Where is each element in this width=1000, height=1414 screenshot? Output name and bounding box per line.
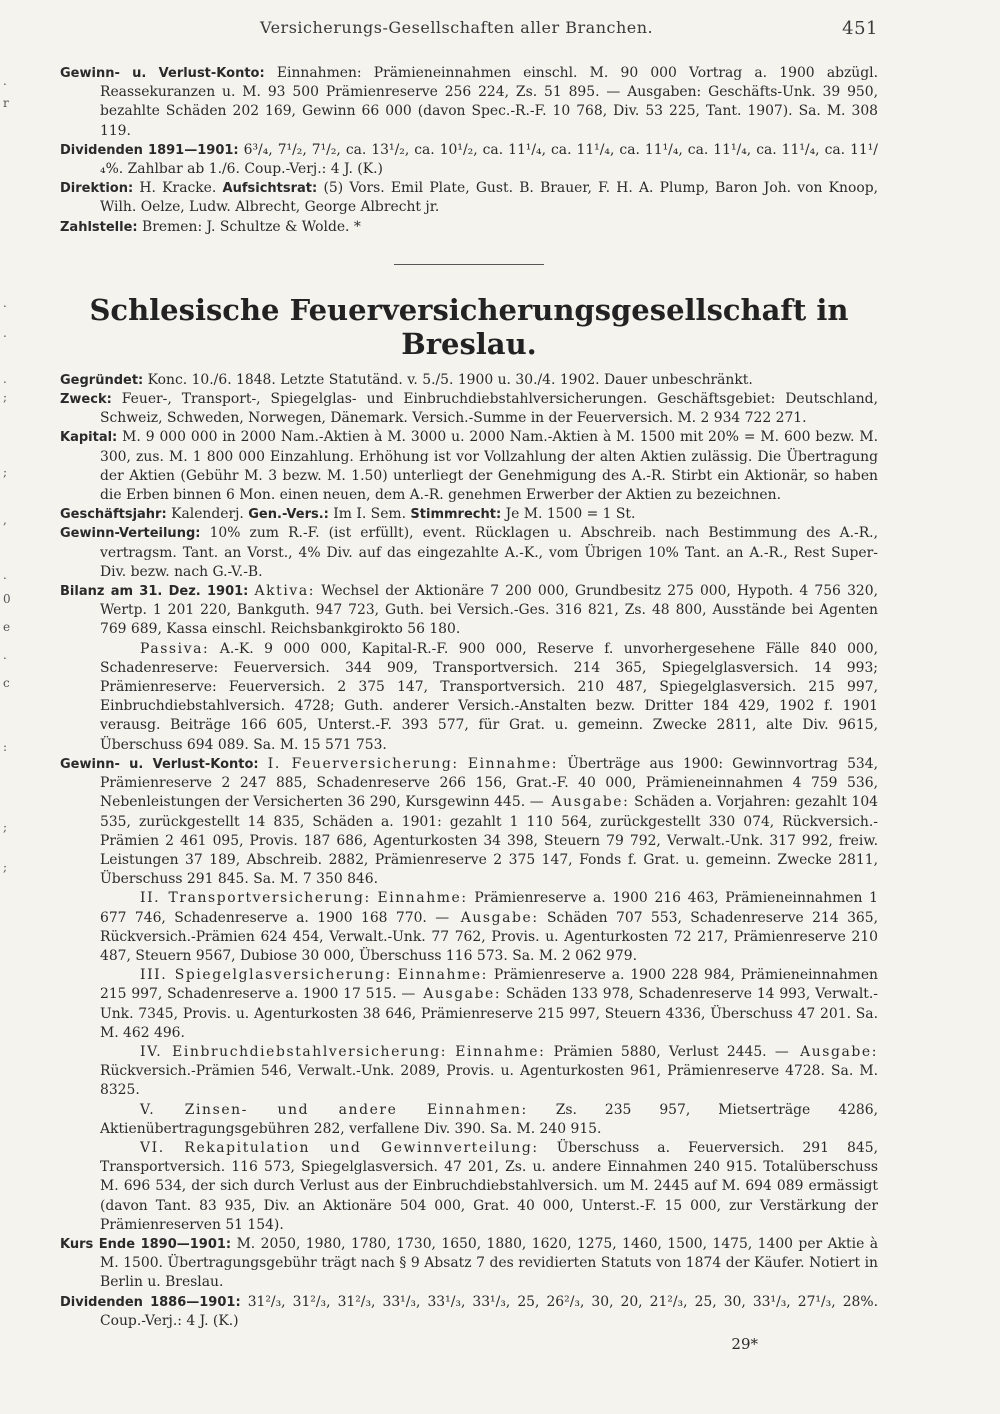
prev-zahlstelle-entry — [60, 218, 878, 237]
margin-mark: . — [3, 568, 7, 582]
section-head: V. Zinsen- und andere Einnahmen: — [140, 1101, 528, 1118]
page-content — [60, 64, 878, 1354]
entry-text: H. Kracke. — [139, 180, 217, 197]
prev-dividenden-entry — [60, 141, 878, 179]
passiva-label: Passiva: — [140, 640, 210, 657]
ausgabe-label: — Ausgabe: — [435, 909, 539, 926]
entry-text: Wechsel der Aktionäre 7 200 000, Grundbesitz 275 000, Hypoth. 4 756 320, Wertp. 1 201 220, Bankguth. 947 723, Guth. bei Versich.-Ges. 316 821, Zs. 48 800, Ausstände bei Agenten 769 689, Kassa einschl. Reichsbankgirokto 56 180. — [100, 583, 878, 638]
entry-text: Einnahmen: Prämieneinnahmen einschl. M. 90 000 Vortrag a. 1900 abzügl. Reassekuranzen u. M. 93 500 Prämienreserve 256 224, Zs. 51 895. — Ausgaben: Geschäfts-Unk. 39 950, bezahlte Schäden 202 169, Gewinn 66 000 (davon Spec.-R.-F. 10 768, Div. 53 225, Tant. 1907). Sa. M. 308 119. — [100, 65, 879, 139]
margin-mark: . — [3, 372, 7, 386]
passiva-entry — [60, 640, 878, 755]
einnahme-label: Einnahme: — [467, 755, 559, 772]
dividenden-entry — [60, 1293, 878, 1331]
header-title: Versicherungs-Gesellschaften aller Branchen. — [260, 18, 654, 37]
entry-text: Überschuss a. Feuerversich. 291 845, Transportversich. 116 573, Spiegelglasversich. 47 201, Zs. u. andere Einnahmen 240 915. Totalüberschuss M. 696 534, der sich durch Verlust aus der Einbruchdiebstahlversich. um M. 2445 auf M. 694 089 ermässigt (davon Tant. 83 935, Div. an Aktionäre 504 000, Grat. 40 000, Unterst.-F. 15 000, zur Verstärkung der Prämienreserven 51 154). — [100, 1139, 878, 1233]
margin-mark: e — [3, 620, 11, 634]
rekapitulation-entry — [60, 1139, 878, 1235]
entry-text: 10% zum R.-F. (ist erfüllt), event. Rücklagen u. Abschreib. nach Bestimmung des A.-R., vertragsm. Tant. an Vorst., 4% Div. auf das eingezahlte A.-K., vom Übrigen 10% Tant. an A.-R., Rest Super-Div. bezw. nach G.-V.-B. — [100, 525, 878, 580]
entry-label: Zweck: — [60, 392, 112, 408]
entry-text: Schäden 707 553, Schadenreserve 214 365, Rückversich.-Prämien 624 454, Verwalt.-Unk. 77 762, Provis. u. Agenturkosten 72 217, Prämienreserve 210 487, Steuern 9567, Dubiose 30 000, Überschuss 116 573. Sa. M. 2 062 979. — [100, 909, 878, 964]
section-head: II. Transportversicherung: — [140, 890, 371, 907]
spiegelglas-entry — [60, 966, 878, 1043]
aktiva-label: Aktiva: — [254, 583, 316, 600]
entry-text: Schäden a. Vorjahren: gezahlt 104 535, zurückgestellt 14 835, Schäden a. 1901: gezahlt 1 110 564, zurückgestellt 330 074, Rückversich.-Prämien 2 461 095, Provis. 187 686, Agenturkosten 34 398, Steuern 79 792, Verwalt.-Unk. 317 992, freiw. Leistungen 37 189, Abschreib. 2882, Prämienreserve 2 375 147, Fonds f. Grat. u. gemeinn. Zwecke 2811, Überschuss 291 845. Sa. M. 7 350 846. — [100, 794, 878, 888]
entry-text: A.-K. 9 000 000, Kapital-R.-F. 900 000, Reserve f. unvorhergesehene Fälle 840 000, Schadenreserve: Feuerversich. 344 909, Transportversich. 214 365, Spiegelglasversich. 14 993; Prämienreserve: Feuerversich. 2 375 147, Transportversich. 210 487, Spiegelglasversich. 215 997, Einbruchdiebstahlversich. 4728; Guth. anderer Versich.-Anstalten bezw. Dritter 184 429, 1902 f. 1901 verausg. Beiträge 166 605, Unterst.-F. 393 577, für Grat. u. gemeinn. Zwecke 2811, alte Div. 9615, Überschuss 694 089. Sa. M. 15 571 753. — [100, 640, 878, 753]
entry-label: Dividenden 1891—1901: — [60, 142, 239, 158]
entry-text: Je M. 1500 = 1 St. — [505, 506, 636, 523]
entry-text: 6³/₄, 7¹/₂, 7¹/₂, ca. 13¹/₂, ca. 10¹/₂, ca. 11¹/₄, ca. 11¹/₄, ca. 11¹/₄, ca. 11¹/₄, ca. 11¹/₄, ca. 11¹/₄%. Zahlbar ab 1./6. Coup.-Verj.: 4 J. (K.) — [100, 141, 878, 178]
margin-mark: r — [3, 96, 9, 110]
running-header — [60, 14, 878, 42]
zweck-entry — [60, 390, 878, 428]
entry-label: Gewinn- u. Verlust-Konto: — [60, 756, 259, 772]
kurs-entry — [60, 1235, 878, 1293]
einbruch-entry — [60, 1043, 878, 1101]
entry-text: Prämienreserve a. 1900 216 463, Prämieneinnahmen 1 677 746, Schadenreserve a. 1900 168 770. — [100, 890, 878, 926]
ausgabe-label: — Ausgabe: — [529, 794, 630, 811]
zinsen-entry — [60, 1101, 878, 1139]
entry-label: Direktion: — [60, 181, 134, 197]
section-head: III. Spiegelglasversicherung: — [140, 967, 392, 984]
margin-mark: : — [3, 740, 8, 754]
entry-text: Schäden 133 978, Schadenreserve 14 993, Verwalt.-Unk. 7345, Provis. u. Agenturkosten 38 646, Prämienreserve 215 997, Steuern 4336, Überschuss 47 201. Sa. M. 462 496. — [100, 986, 878, 1041]
entry-text: Prämien 5880, Verlust 2445. — [553, 1043, 767, 1060]
entry-text: M. 9 000 000 in 2000 Nam.-Aktien à M. 3000 u. 2000 Nam.-Aktien à M. 1500 mit 20% = M. 600 bezw. M. 300, zus. M. 1 800 000 Einzahlung. Erhöhung ist vor Vollzahlung der alten Aktien zulässig. Die Übertragung der Aktien (Gebühr M. 3 bezw. M. 1.50) unterliegt der Genehmigung des A.-R. Stirbt ein Aktionär, so haben die Erben binnen 6 Mon. einen neuen, dem A.-R. genehmen Erwerber der Aktien zu bezeichnen. — [100, 429, 878, 504]
entry-label: Zahlstelle: — [60, 219, 138, 235]
margin-mark: ; — [3, 390, 8, 404]
entry-text: Rückversich.-Prämien 546, Verwalt.-Unk. 2089, Provis. u. Agenturkosten 961, Prämienreserve 4728. Sa. M. 8325. — [100, 1063, 878, 1099]
einnahme-label: Einnahme: — [397, 967, 488, 984]
margin-mark: c — [3, 676, 10, 690]
section-head: IV. Einbruchdiebstahlversicherung: — [140, 1043, 448, 1060]
entry-text: Konc. 10./6. 1848. Letzte Statutänd. v. 5./5. 1900 u. 30./4. 1902. Dauer unbeschränkt. — [147, 371, 753, 388]
entry-label: Gen.-Vers.: — [248, 507, 329, 523]
gewinnverteilung-entry — [60, 524, 878, 582]
geschaeftsjahr-entry — [60, 505, 878, 524]
signature-mark: 29* — [731, 1334, 758, 1353]
entry-label: Kapital: — [60, 430, 118, 446]
einnahme-label: Einnahme: — [377, 890, 468, 907]
prev-direktion-entry — [60, 179, 878, 217]
einnahme-label: Einnahme: — [455, 1043, 546, 1060]
entry-text: Bremen: J. Schultze & Wolde. * — [142, 218, 361, 235]
entry-label: Gegründet: — [60, 372, 144, 388]
entry-label: Kurs Ende 1890—1901: — [60, 1236, 232, 1252]
margin-mark: . — [3, 326, 7, 340]
section-head: VI. Rekapitulation und Gewinnverteilung: — [140, 1139, 539, 1156]
page-number: 451 — [842, 18, 878, 39]
entry-text: Zs. 235 957, Mietserträge 4286, Aktienübertragungsgebühren 282, verfallene Div. 390. Sa. M. 240 915. — [100, 1101, 878, 1137]
entry-text: M. 2050, 1980, 1780, 1730, 1650, 1880, 1620, 1275, 1460, 1500, 1475, 1400 per Aktie à M. 1500. Übertragungsgebühr trägt nach § 9 Absatz 7 des revidierten Statuts von 1874 der Käufer. Notiert in Berlin u. Breslau. — [100, 1235, 879, 1291]
entry-text: Prämienreserve a. 1900 228 984, Prämieneinnahmen 215 997, Schadenreserve a. 1900 17 515. — [100, 967, 878, 1003]
transport-entry — [60, 889, 878, 966]
entry-text: Überträge aus 1900: Gewinnvortrag 534, Prämienreserve 2 247 885, Schadenreserve 266 156, Grat.-F. 40 000, Prämieneinnahmen 4 759 536, Nebenleistungen der Versicherten 36 290, Kursgewinn 445. — [100, 755, 879, 811]
margin-mark: 0 — [3, 592, 11, 606]
entry-text: 31²/₃, 31²/₃, 31²/₃, 33¹/₃, 33¹/₃, 33¹/₃, 25, 26²/₃, 30, 20, 21²/₃, 25, 30, 33¹/₃, 27¹/₃, 28%. Coup.-Verj.: 4 J. (K.) — [100, 1293, 878, 1329]
kapital-entry — [60, 428, 878, 505]
entry-label: Aufsichtsrat: — [222, 181, 318, 197]
ausgabe-label: — Ausgabe: — [401, 986, 502, 1003]
margin-mark: . — [3, 74, 7, 88]
entry-label: Bilanz am 31. Dez. 1901: — [60, 584, 249, 600]
entry-text: Feuer-, Transport-, Spiegelglas- und Einbruchdiebstahlversicherungen. Geschäftsgebiet: Deutschland, Schweiz, Schweden, Norwegen, Dänemark. Versich.-Summe in der Feuerversich. M. 2 934 722 271. — [100, 391, 878, 427]
gewinn-verlust-entry — [60, 755, 878, 889]
margin-mark: . — [3, 296, 7, 310]
entry-text: (5) Vors. Emil Plate, Gust. B. Brauer, F. H. A. Plump, Baron Joh. von Knoop, Wilh. Oelze, Ludw. Albrecht, George Albrecht jr. — [100, 180, 879, 216]
margin-mark: , — [3, 513, 7, 527]
margin-mark: ; — [3, 465, 8, 479]
margin-mark: ; — [3, 820, 8, 834]
entry-label: Gewinn-Verteilung: — [60, 526, 201, 542]
margin-mark: ; — [3, 860, 8, 874]
section-head: I. Feuerversicherung: — [267, 755, 459, 772]
margin-mark: . — [3, 648, 7, 662]
entry-text: Im I. Sem. — [333, 506, 406, 523]
entry-label: Gewinn- u. Verlust-Konto: — [60, 66, 265, 81]
section-divider — [394, 264, 544, 265]
prev-gewinn-entry — [60, 64, 878, 141]
entry-label: Stimmrecht: — [410, 507, 502, 523]
company-title: Schlesische Feuerversicherungsgesellschaft in Breslau. — [89, 292, 849, 361]
entry-label: Dividenden 1886—1901: — [60, 1294, 241, 1310]
gegruendet-entry — [60, 371, 878, 390]
ausgabe-label: — Ausgabe: — [774, 1043, 878, 1060]
entry-label: Geschäftsjahr: — [60, 507, 167, 523]
entry-text: Kalenderj. — [171, 506, 244, 523]
bilanz-entry — [60, 582, 878, 640]
